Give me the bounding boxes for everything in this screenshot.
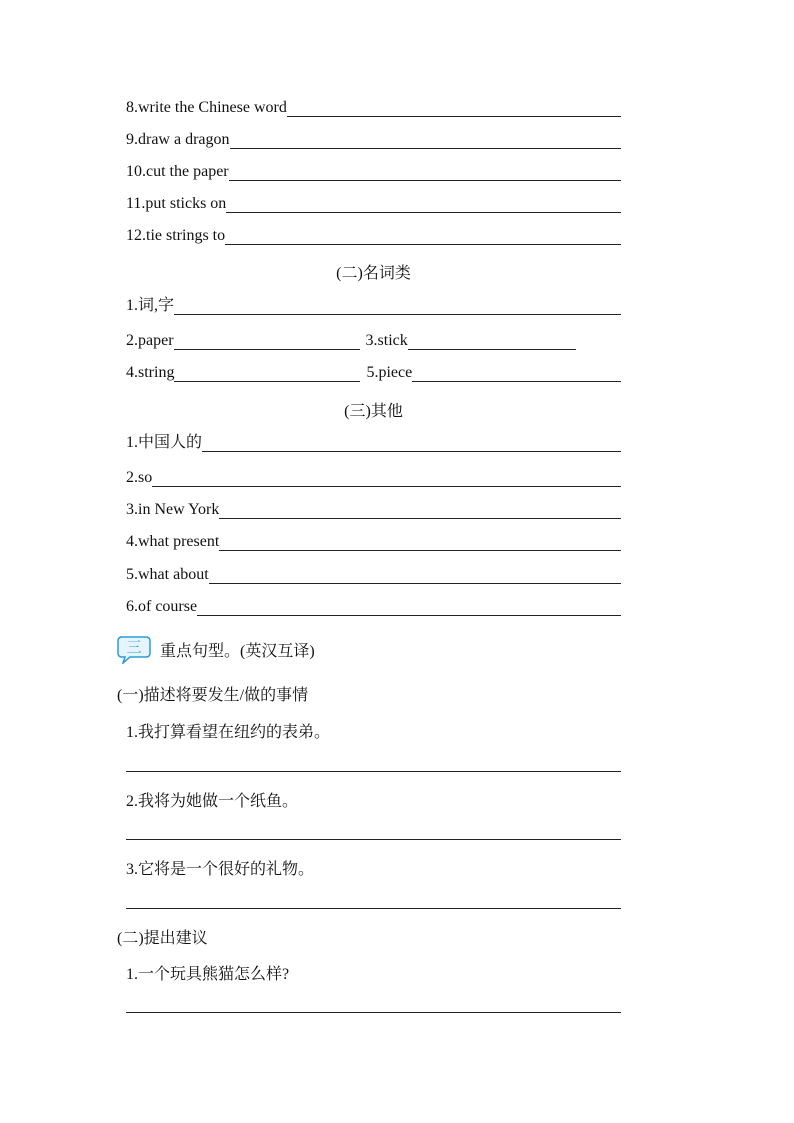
item-label: 10.cut the paper <box>126 163 229 180</box>
part-three-heading <box>116 634 315 664</box>
answer-blank[interactable] <box>287 102 621 117</box>
answer-blank[interactable] <box>408 335 576 350</box>
section-number: 三 <box>126 638 142 656</box>
part-three-title: 重点句型。(英汉互译) <box>160 642 315 660</box>
fill-line-noun-4-5 <box>126 364 621 382</box>
item-label: 3.in New York <box>126 501 220 518</box>
fill-line-other-6 <box>126 598 621 616</box>
question-1: 1.我打算看望在纽约的表弟。 <box>126 724 331 741</box>
section-title-other: (三)其他 <box>344 403 403 420</box>
item-label: 9.draw a dragon <box>126 131 230 148</box>
answer-blank[interactable] <box>209 569 621 584</box>
answer-line[interactable] <box>126 771 621 772</box>
item-label: 3.stick <box>365 332 408 349</box>
item-label: 5.what about <box>126 566 209 583</box>
item-label: 2.paper <box>126 332 174 349</box>
item-label: 4.string <box>126 364 175 381</box>
question-2: 2.我将为她做一个纸鱼。 <box>126 793 299 810</box>
section-title-nouns: (二)名词类 <box>336 265 411 282</box>
question-4: 1.一个玩具熊猫怎么样? <box>126 966 290 983</box>
answer-blank[interactable] <box>174 300 621 315</box>
fill-line-other-4 <box>126 533 621 551</box>
fill-line-9 <box>126 131 621 149</box>
fill-line-other-2 <box>126 469 621 487</box>
fill-line-12 <box>126 227 621 245</box>
item-label: 4.what present <box>126 533 220 550</box>
item-label: 11.put sticks on <box>126 195 227 212</box>
answer-blank[interactable] <box>219 536 621 551</box>
fill-line-8 <box>126 99 621 117</box>
fill-line-10 <box>126 163 621 181</box>
item-label: 1.中国人的 <box>126 434 203 451</box>
speech-bubble-icon <box>116 634 152 664</box>
item-label: 12.tie strings to <box>126 227 226 244</box>
answer-line[interactable] <box>126 908 621 909</box>
subsection-title-2: (二)提出建议 <box>117 930 208 947</box>
item-label: 6.of course <box>126 598 198 615</box>
answer-blank[interactable] <box>226 198 621 213</box>
answer-blank[interactable] <box>152 472 621 487</box>
answer-blank[interactable] <box>219 504 621 519</box>
fill-line-other-3 <box>126 501 621 519</box>
answer-blank[interactable] <box>202 437 621 452</box>
fill-line-noun-2-3 <box>126 332 621 350</box>
fill-line-other-5 <box>126 566 621 584</box>
answer-line[interactable] <box>126 839 621 840</box>
subsection-title-1: (一)描述将要发生/做的事情 <box>117 687 309 704</box>
answer-blank[interactable] <box>174 367 360 382</box>
item-label: 2.so <box>126 469 153 486</box>
question-3: 3.它将是一个很好的礼物。 <box>126 861 315 878</box>
item-label: 8.write the Chinese word <box>126 99 287 116</box>
answer-blank[interactable] <box>174 335 360 350</box>
item-label: 1.词,字 <box>126 297 175 314</box>
answer-blank[interactable] <box>412 367 621 382</box>
fill-line-noun-1 <box>126 297 621 315</box>
answer-blank[interactable] <box>197 601 621 616</box>
fill-line-other-1 <box>126 434 621 452</box>
fill-line-11 <box>126 195 621 213</box>
answer-line[interactable] <box>126 1012 621 1013</box>
answer-blank[interactable] <box>229 166 621 181</box>
answer-blank[interactable] <box>225 230 621 245</box>
answer-blank[interactable] <box>230 134 621 149</box>
item-label: 5.piece <box>366 364 413 381</box>
